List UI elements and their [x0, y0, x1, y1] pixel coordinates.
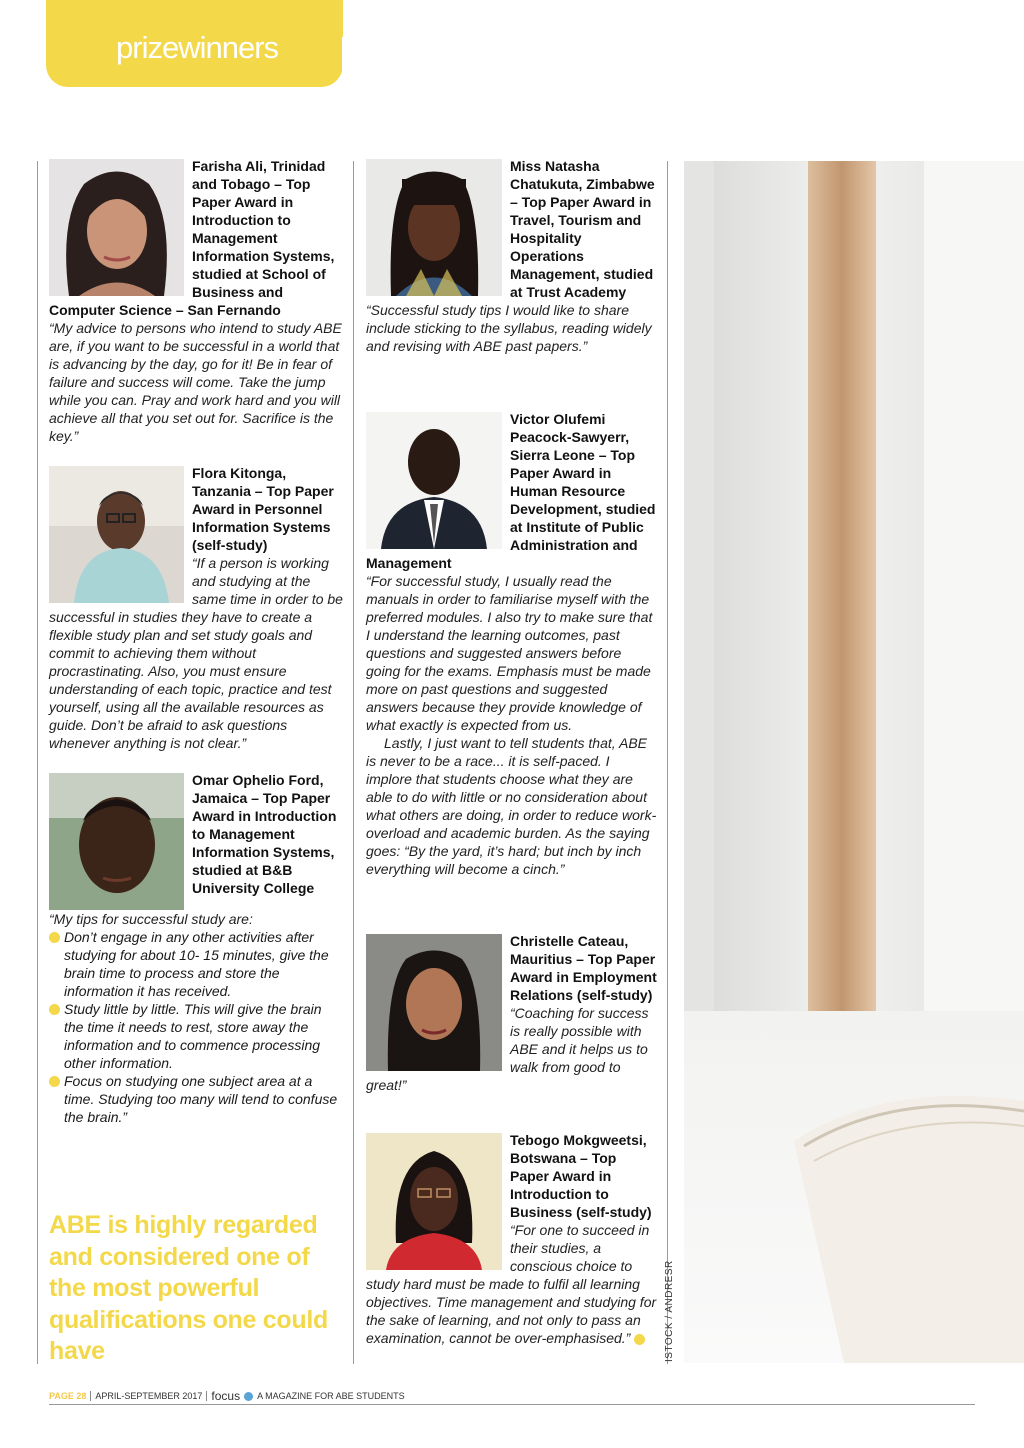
page-number: PAGE 28 [49, 1391, 87, 1401]
column-rule-right [667, 161, 668, 1364]
issue-date: APRIL-SEPTEMBER 2017 [95, 1391, 203, 1401]
profile-farisha [49, 157, 344, 445]
magazine-name: focus [211, 1389, 241, 1403]
quote-natasha: “Successful study tips I would like to share include sticking to the syllabus, reading widely and revising with ABE past papers.” [366, 302, 652, 354]
quote-victor: “For successful study, I usually read the manuals in order to familiarise myself with the preferred modules. I also try to make sure that I understand the learning outcomes, past questions and suggested answers before going for the exams. Emphasis must be made more on past questions and suggested answers because they provide knowledge of what exactly is expected from us. Lastly, I just want to tell students that, ABE is never to be a race... it is self-paced. I implore that students choose what they are able to do with little or no consideration about what others are doing, in order to reduce work-overload and academic burden. As the saying goes: “By the yard, it’s hard; but inch by inch everything will become a cinch.” [366, 573, 657, 877]
portrait-natasha [366, 159, 502, 296]
footer-divider [90, 1391, 91, 1401]
name-natasha: Miss Natasha Chatukuta, Zimbabwe – Top Paper Award in Travel, Tourism and Hospitality Operations Management, studied at Trust Academy [510, 158, 655, 300]
name-farisha: Farisha Ali, Trinidad and Tobago – Top Paper Award in Introduction to Management Information Systems, studied at School of Business and Computer Science – San Fernando [49, 158, 335, 318]
bullet-icon [49, 1004, 60, 1015]
column-rule-middle [353, 161, 354, 1364]
section-tab [46, 0, 343, 87]
quote-farisha: “My advice to persons who intend to study ABE are, if you want to be successful in a world that is advancing by the day, go for it! Be in fear of failure and success will come. Take the jump while you can. Pray and work hard and you will achieve all that you set out for. Sacrifice is the key.” [49, 320, 342, 444]
photo-credit: ISTOCK / ANDRESR [664, 1260, 675, 1362]
footer-divider [206, 1391, 207, 1401]
portrait-omar [49, 773, 184, 910]
omar-tips-intro: “My tips for successful study are: [49, 911, 253, 927]
name-flora: Flora Kitonga, Tanzania – Top Paper Award in Personnel Information Systems (self-study) [192, 465, 334, 553]
list-item: Don’t engage in any other activities after studying for about 10- 15 minutes, give the brain time to process and store the information it has received. [49, 928, 344, 1000]
footer [49, 1389, 405, 1403]
portrait-flora [49, 466, 184, 603]
quote-flora: “If a person is working and studying at the same time in order to be successful in studies they have to create a flexible study plan and set study goals and commit to achieving them without procrastinating. Also, you must ensure understanding of each topic, practice and test yourself, using all the available resources as guide. Don’t be afraid to ask questions whenever anything is not clear.” [49, 555, 343, 751]
pull-quote: ABE is highly regarded and considered one of the most powerful qualifications one could have [49, 1211, 328, 1365]
magazine-tagline: A MAGAZINE FOR ABE STUDENTS [257, 1391, 405, 1401]
tab-divider [342, 37, 344, 79]
name-omar: Omar Ophelio Ford, Jamaica – Top Paper Award in Introduction to Management Information Systems, studied at B&B University College [192, 772, 337, 896]
profile-natasha [366, 157, 658, 355]
portrait-tebogo [366, 1133, 502, 1270]
end-mark-icon [634, 1334, 645, 1345]
profile-omar [49, 771, 344, 1126]
abe-logo-icon [350, 38, 380, 68]
bullet-icon [49, 1076, 60, 1087]
list-item: Study little by little. This will give the brain the time it needs to rest, store away the information and to commence processing other information. [49, 1000, 344, 1072]
profile-tebogo [366, 1131, 658, 1347]
omar-tips-list [49, 928, 344, 1126]
focus-logo-icon [244, 1392, 253, 1401]
list-item: Focus on studying one subject area at a time. Studying too many will tend to confuse the brain.” [49, 1072, 344, 1126]
quote-christelle: “Coaching for success is really possible with ABE and it helps us to walk from good to great!” [366, 1005, 649, 1093]
quote-tebogo: “For one to succeed in their studies, a conscious choice to study hard must be made to fulfil all learning objectives. Time management and studying for the sake of learning, and not only to pass an examination, cannot be over-emphasised.” [366, 1222, 657, 1346]
bullet-icon [49, 932, 60, 943]
profile-christelle [366, 932, 658, 1094]
portrait-christelle [366, 934, 502, 1071]
name-tebogo: Tebogo Mokgweetsi, Botswana – Top Paper Award in Introduction to Business (self-study) [510, 1132, 652, 1220]
column-rule-left [37, 161, 38, 1364]
decorative-photo [684, 161, 1024, 1363]
name-victor: Victor Olufemi Peacock-Sawyerr, Sierra Leone – Top Paper Award in Human Resource Development, studied at Institute of Public Administration and Management [366, 411, 656, 571]
portrait-victor [366, 412, 502, 549]
section-title: prizewinners [116, 30, 279, 65]
profile-victor [366, 410, 658, 878]
profile-flora [49, 464, 344, 752]
name-christelle: Christelle Cateau, Mauritius – Top Paper Award in Employment Relations (self-study) [510, 933, 657, 1003]
portrait-farisha [49, 159, 184, 296]
footer-rule [49, 1404, 975, 1405]
